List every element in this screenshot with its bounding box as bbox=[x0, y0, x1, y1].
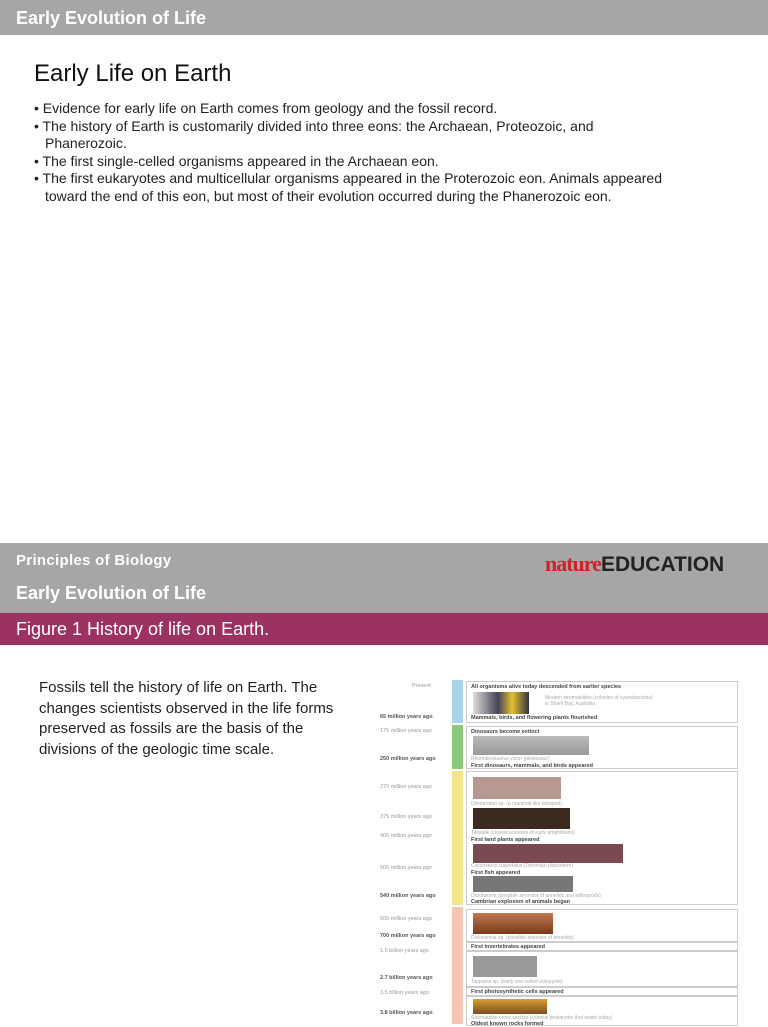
header-title: Early Evolution of Life bbox=[16, 8, 207, 28]
timeline-box-cenozoic bbox=[466, 681, 738, 723]
time-label: Present bbox=[412, 683, 431, 689]
event-text: First photosynthetic cells appeared bbox=[471, 989, 564, 995]
image-caption: Dickinsonia (possible ancestor of annelids and arthropods) bbox=[471, 893, 601, 899]
time-label: 500 million years ago bbox=[380, 865, 432, 871]
event-text: First land plants appeared bbox=[471, 837, 540, 843]
eon-paleozoic-bar bbox=[452, 771, 463, 905]
event-text: Oldest known rocks formed bbox=[471, 1021, 544, 1027]
event-text: All organisms alive today descended from earlier species bbox=[471, 684, 622, 690]
bullet: • The first eukaryotes and multicellular organisms appeared in the Proterozoic eon. Animals appeared toward the end of this eon, but most of their evolution occurred during the Phanerozoic eon. bbox=[34, 170, 674, 205]
timeline-box-paleozoic bbox=[466, 771, 738, 905]
figure-title: Figure 1 History of life on Earth. bbox=[16, 619, 270, 639]
dimetrodon-image bbox=[473, 777, 561, 799]
nature-education-logo: natureEDUCATION bbox=[545, 551, 725, 576]
slide-title: Early Life on Earth bbox=[34, 60, 232, 87]
timeline-box-precambrian-4 bbox=[466, 987, 738, 996]
dickinsonia-image bbox=[473, 913, 553, 934]
timeline-box-precambrian-1 bbox=[466, 909, 738, 942]
time-label: 540 million years ago bbox=[380, 893, 436, 899]
figure-title-bar bbox=[0, 613, 768, 645]
image-caption: Modern stromatolites (colonies of cyanobacteria) in Shark Bay, Australia bbox=[545, 695, 653, 707]
tappania-image bbox=[473, 956, 537, 977]
time-label: 250 million years ago bbox=[380, 756, 436, 762]
bullet-list bbox=[34, 100, 674, 205]
bullet: • The first single-celled organisms appeared in the Archaean eon. bbox=[34, 153, 674, 171]
event-text: First invertebrates appeared bbox=[471, 944, 545, 950]
event-text: Mammals, birds, and flowering plants flourished bbox=[471, 715, 598, 721]
event-text: Dinosaurs become extinct bbox=[471, 729, 540, 735]
time-label: 175 million years ago bbox=[380, 728, 432, 734]
time-label: 65 million years ago bbox=[380, 714, 433, 720]
bullet: • The history of Earth is customarily divided into three eons: the Archaean, Proteozoic, and Phanerozoic. bbox=[34, 118, 674, 153]
timeline-box-precambrian-2 bbox=[466, 942, 738, 951]
event-text: First dinosaurs, mammals, and birds appeared bbox=[471, 763, 593, 769]
event-text: Cambrian explosion of animals began bbox=[471, 899, 571, 905]
time-label: 375 million years ago bbox=[380, 814, 432, 820]
figure-description: Fossils tell the history of life on Earth. The changes scientists observed in the life forms preserved as fossils are the basis of the divisions of the geologic time scale. bbox=[39, 679, 334, 758]
time-label: 3.8 billion years ago bbox=[380, 1010, 433, 1016]
timeline-box-precambrian-3 bbox=[466, 951, 738, 987]
time-label: 400 million years ago bbox=[380, 833, 432, 839]
image-caption: Dimetrodon sp. (a mammal-like tetrapod) bbox=[471, 801, 562, 807]
tiktaalik-image bbox=[473, 808, 570, 829]
stromatolite-section-image bbox=[473, 999, 547, 1014]
chapter-name: Early Evolution of Life bbox=[16, 583, 207, 603]
eon-mesozoic-bar bbox=[452, 725, 463, 769]
time-label: 1.5 billion years ago bbox=[380, 948, 429, 954]
image-caption: Coccosteus cuspidatus (Devonian placoderm) bbox=[471, 863, 573, 869]
timeline-box-precambrian-5 bbox=[466, 996, 738, 1026]
image-caption: Tappania sp. (early one-celled eukaryote) bbox=[471, 979, 563, 985]
plesiosaur-image bbox=[473, 736, 589, 755]
time-label: 2.7 billion years ago bbox=[380, 975, 433, 981]
image-caption: Dickinsonia sp. (possible ancestor of annelids) bbox=[471, 935, 574, 941]
image-caption: Tiktaalik (closest ancestor of early amphibians) bbox=[471, 830, 575, 836]
bullet: • Evidence for early life on Earth comes from geology and the fossil record. bbox=[34, 100, 674, 118]
header-bar bbox=[0, 0, 768, 35]
time-label: 3.5 billion years ago bbox=[380, 990, 429, 996]
event-text: First fish appeared bbox=[471, 870, 521, 876]
image-caption: Rhomaleosaurus victor (plesiosaur) bbox=[471, 756, 550, 762]
banner bbox=[0, 543, 768, 613]
image-caption: Stromatolite cross section (colonial prokaryote that exists today) bbox=[471, 1015, 613, 1021]
timeline-box-mesozoic bbox=[466, 726, 738, 769]
timeline-figure bbox=[380, 678, 768, 1027]
fossil-image bbox=[473, 876, 573, 892]
time-label: 565 million years ago bbox=[380, 916, 432, 922]
course-name: Principles of Biology bbox=[16, 552, 172, 569]
time-label: 700 million years ago bbox=[380, 933, 436, 939]
stromatolite-image bbox=[473, 692, 529, 714]
eon-precambrian-bar bbox=[452, 907, 463, 1024]
time-label: 270 million years ago bbox=[380, 784, 432, 790]
coccosteus-image bbox=[473, 844, 623, 863]
